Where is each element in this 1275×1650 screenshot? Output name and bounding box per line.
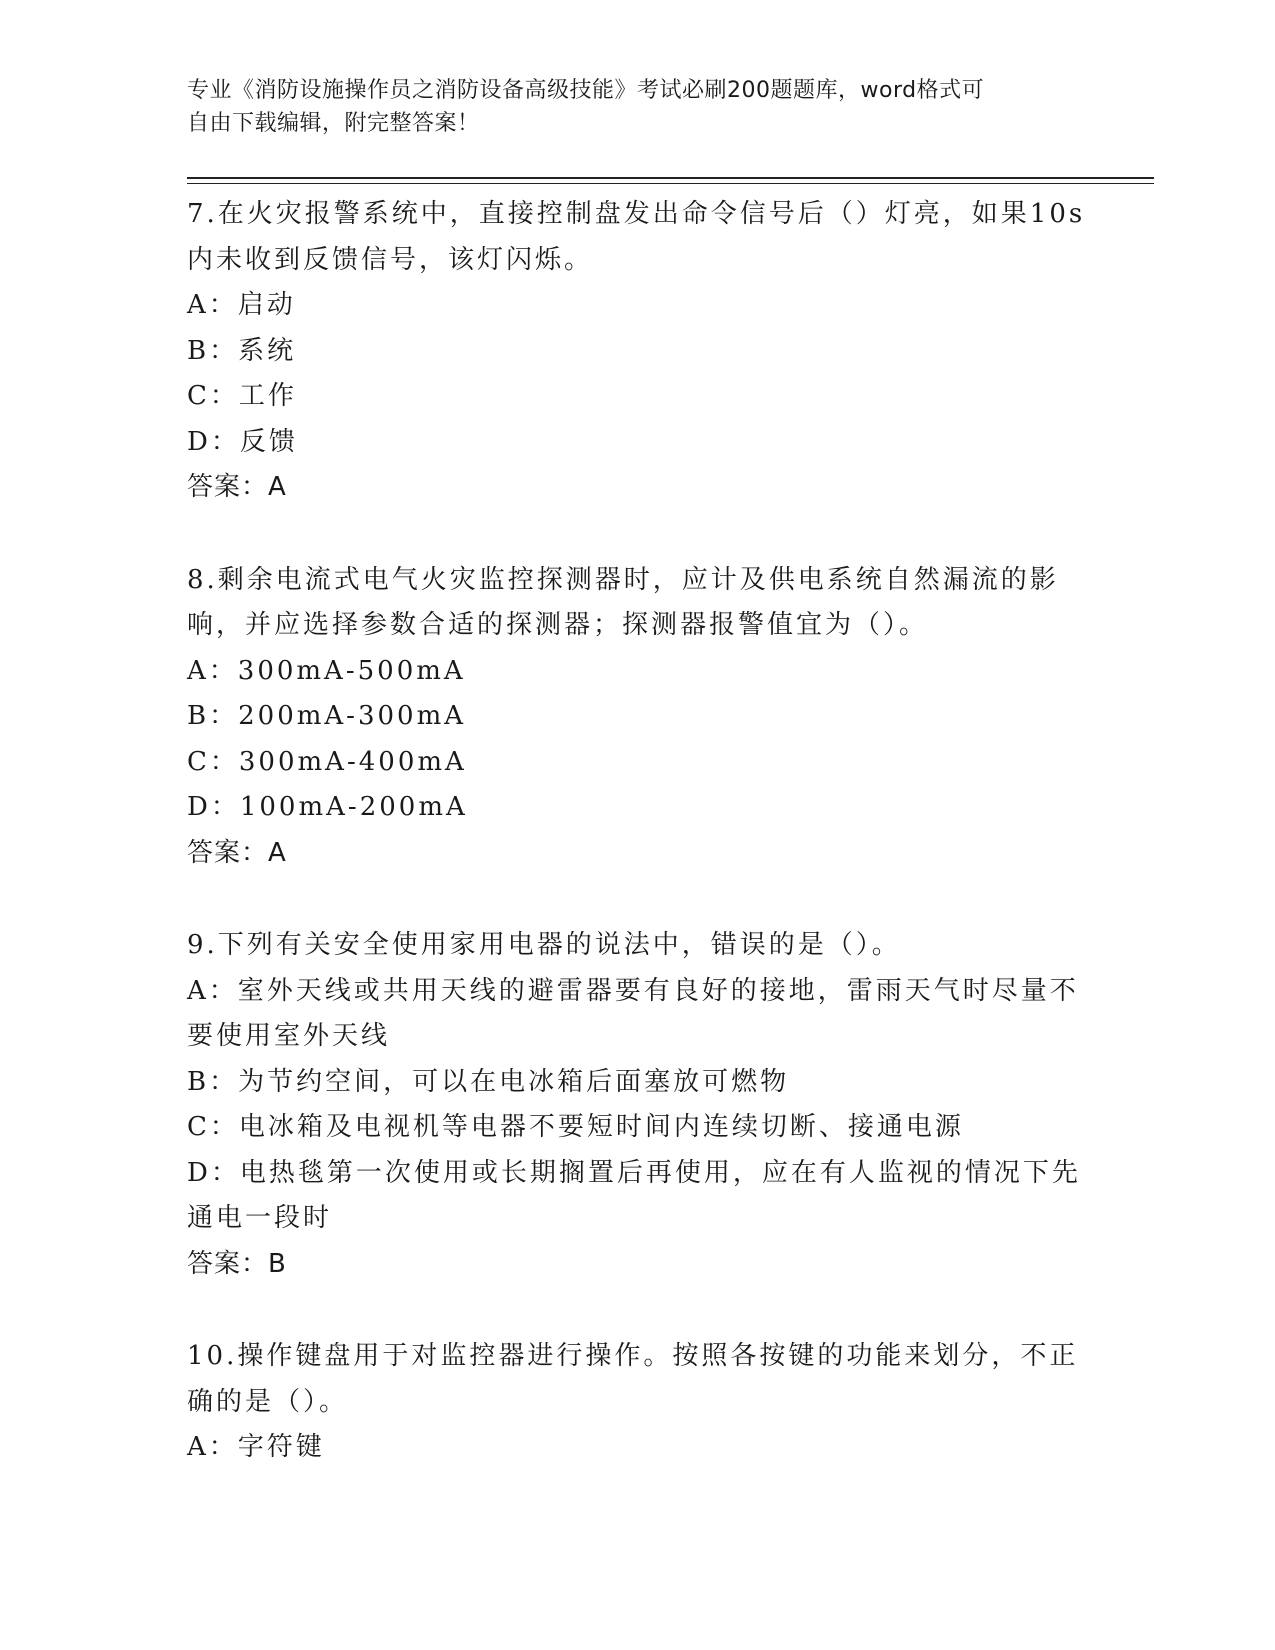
header-line-2: 自由下载编辑，附完整答案！	[187, 111, 480, 136]
question-9-option-d-line-1: D：电热毯第一次使用或长期搁置后再使用，应在有人监视的情况下先	[187, 1157, 1081, 1188]
question-10-stem-line-1: 10.操作键盘用于对监控器进行操作。按照各按键的功能来划分，不正	[187, 1341, 1079, 1371]
question-10-option-a: A：字符键	[187, 1432, 325, 1462]
question-7-option-b: B：系统	[187, 335, 297, 366]
question-7-option-a: A：启动	[187, 290, 296, 320]
document-header	[187, 74, 1067, 140]
question-8-option-c: C：300mA-400mA	[187, 746, 467, 777]
question-gap	[187, 876, 1087, 923]
question-9	[187, 923, 1087, 1287]
question-list	[187, 192, 1087, 1471]
question-10-stem-line-2: 确的是（）。	[187, 1386, 349, 1417]
question-9-option-b: B：为节约空间，可以在电冰箱后面塞放可燃物	[187, 1066, 790, 1097]
header-divider-thin	[187, 183, 1154, 184]
question-8-option-b: B：200mA-300mA	[187, 701, 467, 731]
question-9-option-a-line-2: 要使用室外天线	[187, 1021, 391, 1051]
header-divider-thick	[187, 177, 1154, 179]
question-9-answer: 答案：B	[187, 1248, 287, 1279]
question-gap	[187, 1287, 1087, 1334]
question-9-option-a-line-1: A：室外天线或共用天线的避雷器要有良好的接地，雷雨天气时尽量不	[187, 975, 1079, 1006]
question-gap	[187, 511, 1087, 558]
question-8	[187, 558, 1087, 877]
question-7	[187, 192, 1087, 511]
question-8-stem-line-2: 响，并应选择参数合适的探测器；探测器报警值宜为（）。	[187, 610, 929, 640]
question-10	[187, 1334, 1087, 1471]
header-line-1: 专业《消防设施操作员之消防设备高级技能》考试必刷200题题库，word格式可	[187, 78, 985, 103]
question-7-answer: 答案：A	[187, 472, 287, 502]
question-9-option-c: C：电冰箱及电视机等电器不要短时间内连续切断、接通电源	[187, 1112, 964, 1142]
question-7-stem-line-1: 7.在火灾报警系统中，直接控制盘发出命令信号后（）灯亮，如果10s	[187, 199, 1086, 229]
question-7-stem-line-2: 内未收到反馈信号，该灯闪烁。	[187, 244, 594, 275]
question-9-option-d-line-2: 通电一段时	[187, 1203, 333, 1233]
question-9-stem-line-1: 9.下列有关安全使用家用电器的说法中，错误的是（）。	[187, 930, 901, 960]
question-8-option-d: D：100mA-200mA	[187, 792, 468, 822]
question-8-option-a: A：300mA-500mA	[187, 655, 466, 686]
question-8-stem-line-1: 8.剩余电流式电气火灾监控探测器时，应计及供电系统自然漏流的影	[187, 564, 1059, 595]
question-7-option-d: D：反馈	[187, 426, 298, 457]
question-7-option-c: C：工作	[187, 381, 297, 411]
question-8-answer: 答案：A	[187, 837, 287, 868]
